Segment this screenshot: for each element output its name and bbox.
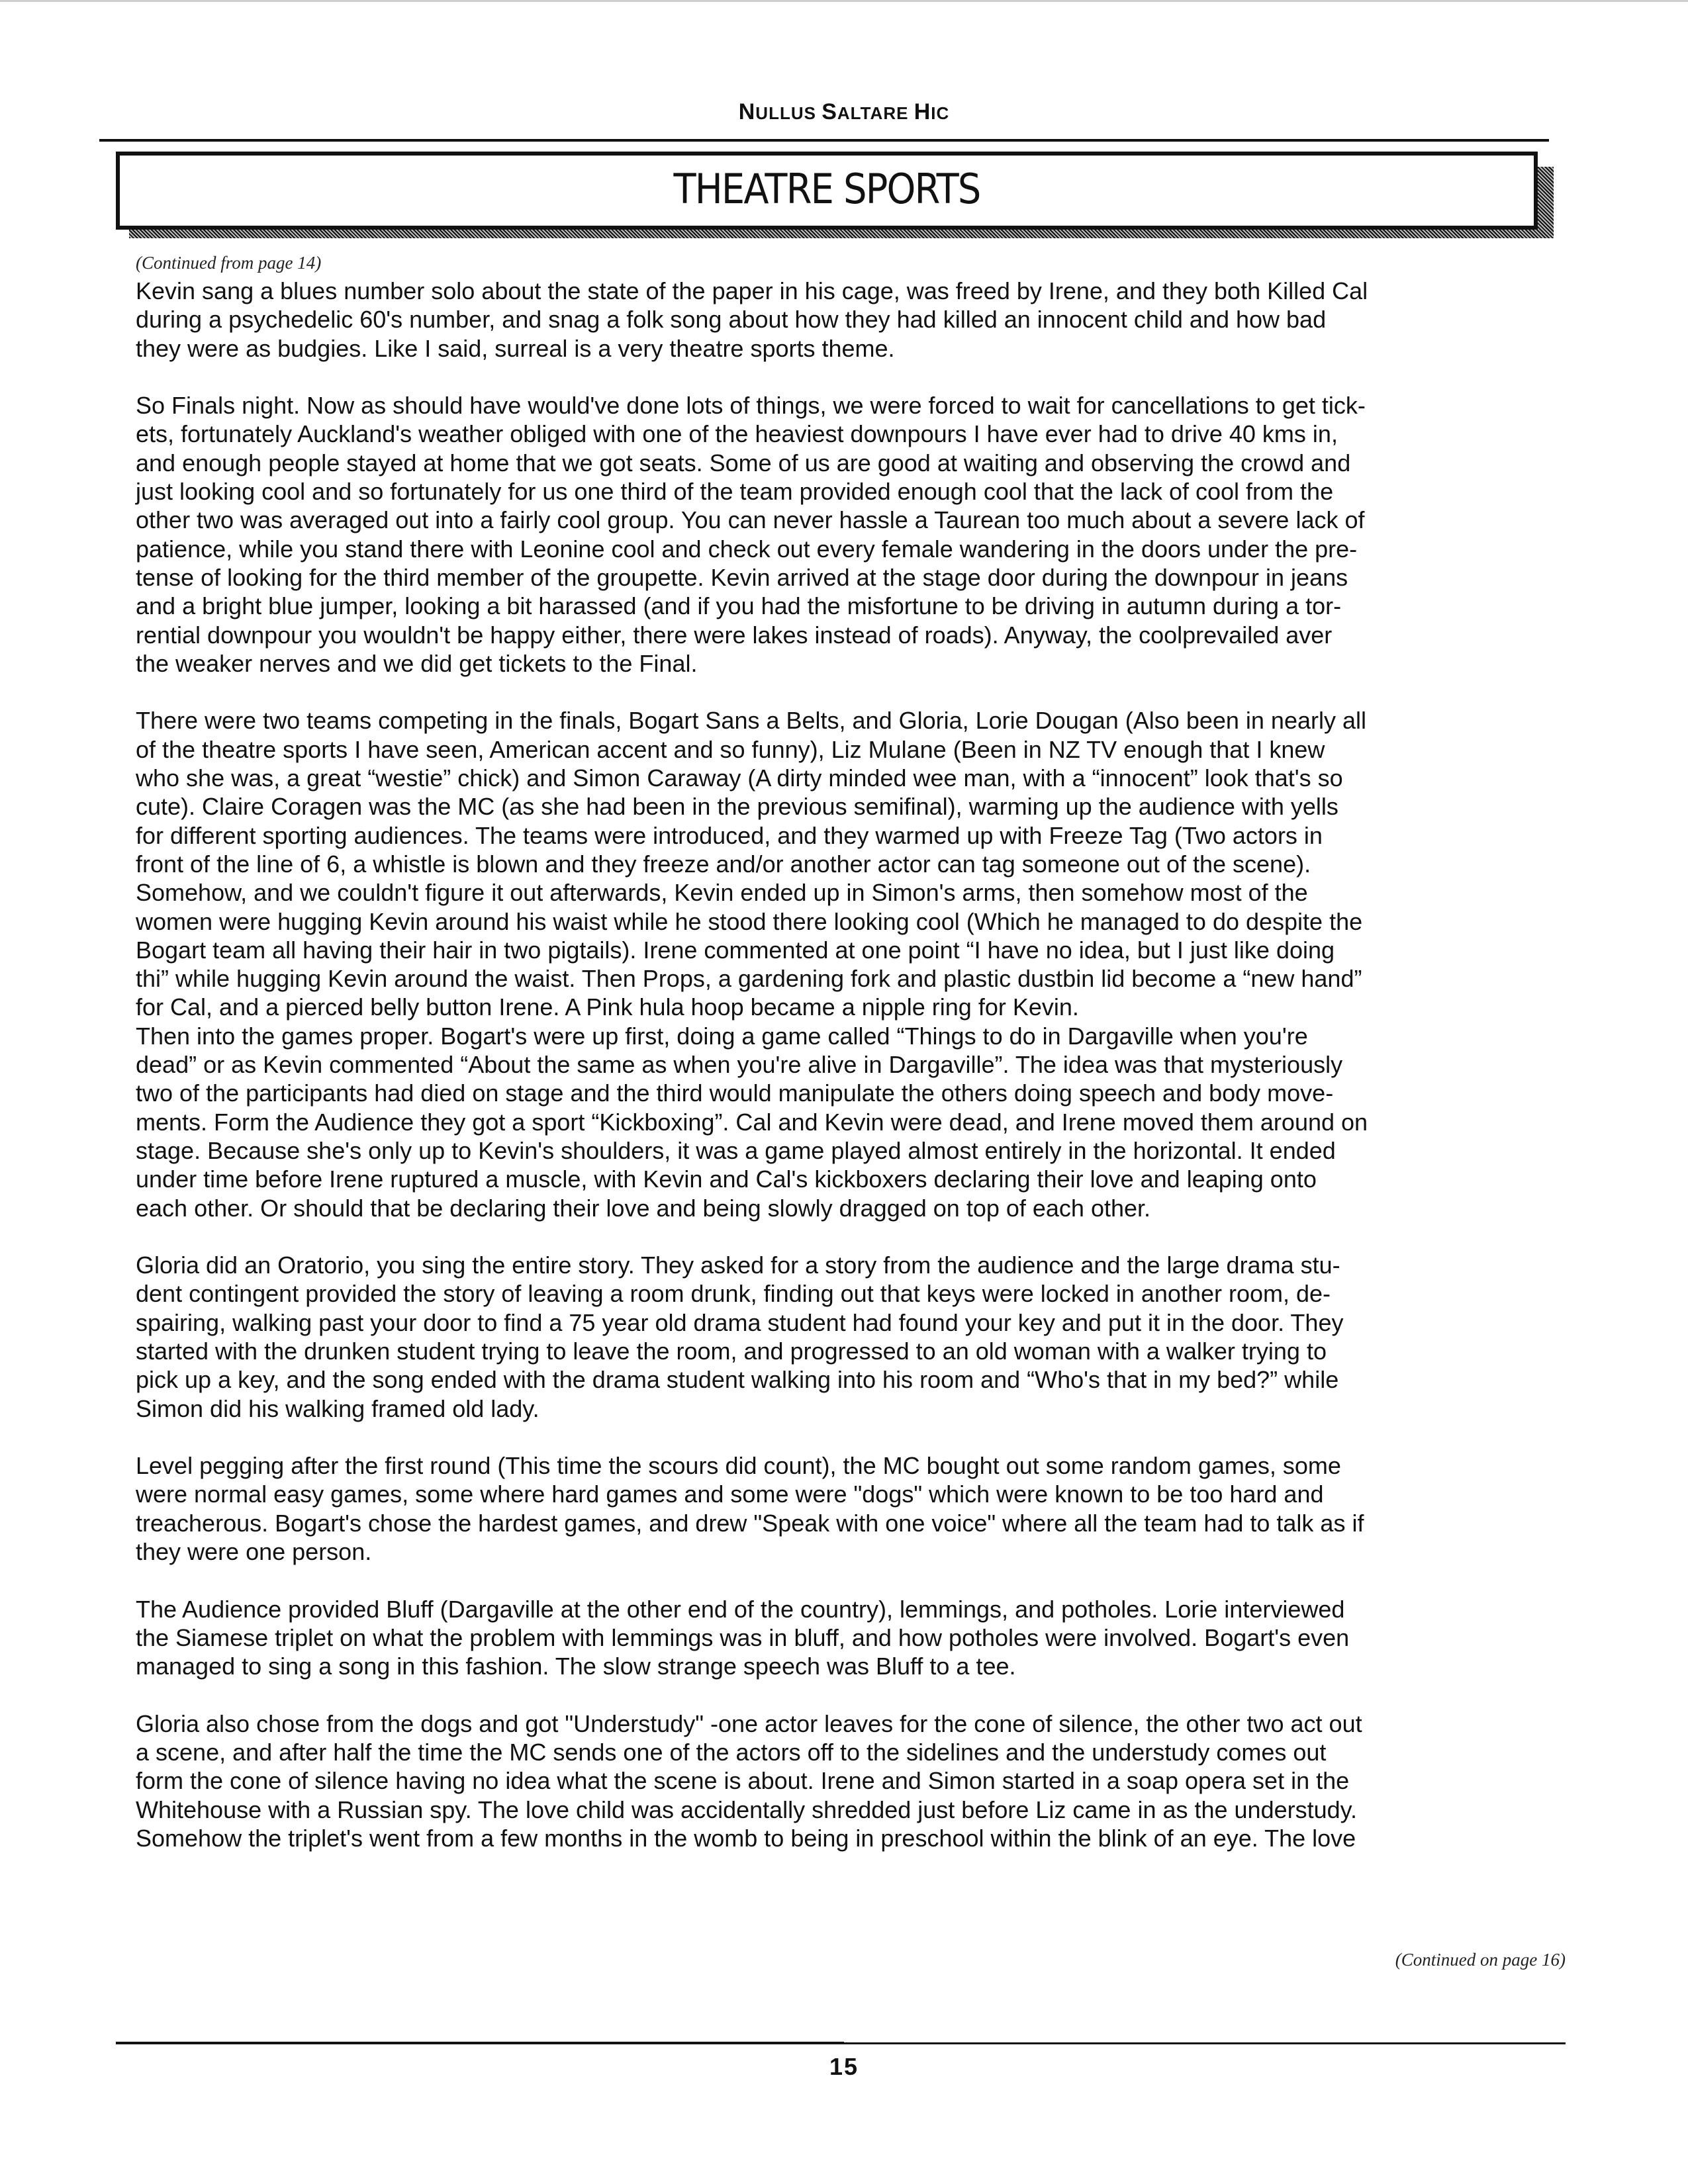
running-head-initial: S [821,99,837,124]
running-head-initial: N [738,99,756,124]
paragraph: Level pegging after the first round (This time the scours did count), the MC bought out some random games, some were normal easy games, some where hard games and some were "dogs" which were known to be too hard and treacherous. Bogart's chose the hardest games, and drew "Speak with one voice" where all the team had to talk as if they were one person. [136,1452,1364,1566]
running-head-smallcaps: ALTARE [837,103,914,123]
footer-rule-thick [116,2042,844,2044]
paragraph: Gloria also chose from the dogs and got "Understudy" -one actor leaves for the cone of silence, the other two act out a scene, and after half the time the MC sends one of the actors off to the sidelines and the understudy comes out form the cone of silence having no idea what the scene is about. Irene and Simon started in a soap opera set in the Whitehouse with a Russian spy. The love child was accidentally shredded just before Liz came in as the understudy. Somehow the triplet's went from a few months in the womb to being in preschool within the blink of an eye. The love [136,1709,1362,1852]
running-head-smallcaps: IC [931,103,950,123]
paragraph: Kevin sang a blues number solo about the state of the paper in his cage, was freed by Irene, and they both Killed Cal during a psychedelic 60's number, and snag a folk song about how they had killed an innocent child and how bad they were as budgies. Like I said, surreal is a very theatre sports theme. [136,277,1368,362]
page-top-edge [0,0,1688,2]
running-head-initial: H [914,99,931,124]
page-number: 15 [829,2053,859,2080]
section-title-box [116,152,1538,230]
paragraph: Then into the games proper. Bogart's were up first, doing a game called “Things to do in Dargaville when you're dead” or as Kevin commented “About the same as when you're alive in Dargaville”. The idea was that mysteriously two of the participants had died on stage and the third would manipulate the others doing speech and body move- ments. Form the Audience they got a sport “Kickboxing”. Cal and Kevin were dead, and Irene moved them around on stage. Because she's only up to Kevin's shoulders, it was a game played almost entirely in the horizontal. It ended under time before Irene ruptured a muscle, with Kevin and Cal's kickboxers declaring their love and leaping onto each other. Or should that be declaring their love and being slowly dragged on top of each other. [136,1022,1368,1222]
article-body [136,277,1572,1882]
running-head-word [914,99,950,124]
running-head-smallcaps: ULLUS [755,103,822,123]
paragraph: The Audience provided Bluff (Dargaville at the other end of the country), lemmings, and potholes. Lorie interviewed the Siamese triplet on what the problem with lemmings was in bluff, and how potholes were involved. Bogart's even managed to sing a song in this fashion. The slow strange speech was Bluff to a tee. [136,1595,1350,1680]
paragraph: There were two teams competing in the finals, Bogart Sans a Belts, and Gloria, Lorie Dougan (Also been in nearly all of the theatre sports I have seen, American accent and so funny), Liz Mulane (Been in NZ TV enough that I knew who she was, a great “westie” chick) and Simon Caraway (A dirty minded wee man, with a “innocent” look that's so cute). Claire Coragen was the MC (as she had been in the previous semifinal), warming up the audience with yells for different sporting audiences. The teams were introduced, and they warmed up with Freeze Tag (Two actors in front of the line of 6, a whistle is blown and they freeze and/or another actor can tag someone out of the scene). Somehow, and we couldn't figure it out afterwards, Kevin ended up in Simon's arms, then somehow most of the women were hugging Kevin around his waist while he stood there looking cool (Which he managed to do despite the Bogart team all having their hair in two pigtails). Irene commented at one point “I have no idea, but I just like doing thi” while hugging Kevin around the waist. Then Props, a gardening fork and plastic dustbin lid become a “new hand” for Cal, and a pierced belly button Irene. A Pink hula hoop became a nipple ring for Kevin. [136,707,1366,1021]
paragraph: So Finals night. Now as should have would've done lots of things, we were forced to wait for cancellations to get tick- ets, fortunately Auckland's weather obliged with one of the heaviest downpours I have ever had to drive 40 kms in, and enough people stayed at home that we got seats. Some of us are good at waiting and observing the crowd and just looking cool and so fortunately for us one third of the team provided enough cool that the lack of cool from the other two was averaged out into a fairly cool group. You can never hassle a Taurean too much about a severe lack of patience, while you stand there with Leonine cool and check out every female wandering in the doors under the pre- tense of looking for the third member of the groupette. Kevin arrived at the stage door during the downpour in jeans and a bright blue jumper, looking a bit harassed (and if you had the misfortune to be driving in autumn during a tor- rential downpour you wouldn't be happy either, there were lakes instead of roads). Anyway, the coolprevailed aver the weaker nerves and we did get tickets to the Final. [136,392,1366,677]
running-head [0,99,1688,125]
paragraph: Gloria did an Oratorio, you sing the entire story. They asked for a story from the audience and the large drama stu- dent contingent provided the story of leaving a room drunk, finding out that keys were locked in another room, de- spairing, walking past your door to find a 75 year old drama student had found your key and put it in the door. They started with the drunken student trying to leave the room, and progressed to an old woman with a walker trying to pick up a key, and the song ended with the drama student walking into his room and “Who's that in my bed?” while Simon did his walking framed old lady. [136,1251,1344,1422]
section-title: THEATRE SPORTS [673,165,980,213]
continued-from-note: (Continued from page 14) [136,253,322,273]
running-head-word [821,99,914,124]
header-rule [99,139,1549,142]
running-head-word [739,99,821,124]
continued-on-note: (Continued on page 16) [1395,1950,1566,1970]
